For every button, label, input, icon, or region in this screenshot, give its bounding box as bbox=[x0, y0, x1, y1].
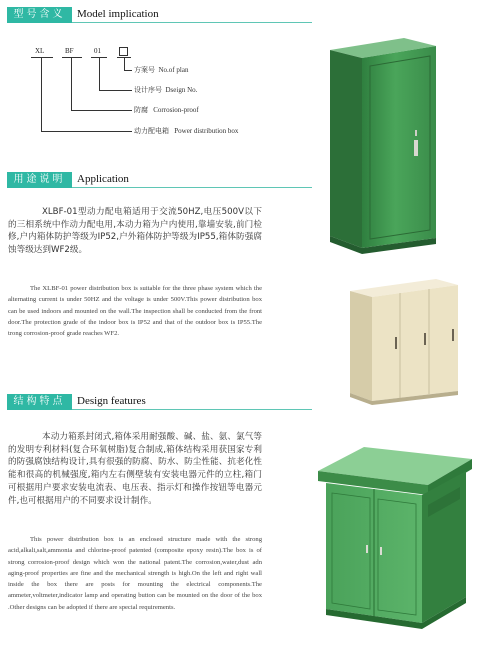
design-heading-cn: 结构特点 bbox=[7, 394, 72, 410]
wire bbox=[41, 57, 42, 131]
single-door-green-cabinet-photo bbox=[318, 32, 448, 257]
model-heading-en: Model implication bbox=[77, 8, 159, 20]
application-text-cn: XLBF-01型动力配电箱适用于交流50HZ,电压500V以下的三相系统中作动力配电用,本动力箱为户内使用,靠墙安装,前门检修,户内箱体防护等级为IP52,户外箱体防护等级为IP55,箱体防强腐蚀等级达到WF2级。 bbox=[8, 207, 262, 256]
triple-door-beige-cabinet-photo bbox=[340, 273, 465, 408]
heading-underline bbox=[72, 22, 312, 23]
wire bbox=[99, 57, 100, 90]
model-part-xl: XL bbox=[35, 47, 45, 55]
wire bbox=[71, 57, 72, 110]
legend-design: 设计序号 Dseign No. bbox=[134, 86, 198, 94]
legend-corrosion: 防腐 Corrosion-proof bbox=[134, 106, 199, 114]
wire bbox=[71, 110, 132, 111]
legend-plan: 方案号 No.of plan bbox=[134, 66, 189, 74]
wire bbox=[99, 90, 132, 91]
kiosk-green-cabinet-photo bbox=[312, 433, 477, 638]
wire bbox=[124, 57, 125, 70]
design-text-cn: 本动力箱系封闭式,箱体采用耐强酸、碱、盐、氨、氯气等的发明专利材料(复合环氧树脂)复合制成,箱体结构采用获国家专利的防强腐蚀结构设计,具有很强的防腐、防水、防尘性能、抗老化性能和很高的机械强度,箱内左右侧壁装有安装电器元件的立柱,箱门可根据用户要求安装电流表、电压表、指示灯和操作按钮等电器元件,也可根据用户的不同要求设计制作。 bbox=[8, 432, 262, 506]
wire bbox=[31, 57, 53, 58]
heading-underline bbox=[72, 409, 312, 410]
application-text-en: The XLBF-01 power distribution box is suitable for the three phase system which the alternating current is under 50HZ and the voltage is under 500V.This power distribution box can be used indoors and mounted on the wall.The inspection shall be conducted from the front door.The protection grade of the indoor box is IP52 and that of the outdoor box is IP55.The trong corrosion-proof grade reaches WF2. bbox=[8, 285, 262, 338]
design-heading-en: Design features bbox=[77, 395, 146, 407]
model-part-plan-box bbox=[119, 47, 128, 56]
wire bbox=[124, 70, 132, 71]
wire bbox=[62, 57, 82, 58]
legend-box: 动力配电箱 Power distribution box bbox=[134, 127, 239, 135]
design-text-en: This power distribution box is an enclosed structure made with the strong acid,alkali,salt,ammonia and chlorine-proof patented (composite epoxy resin).The box is of strong corrosion-proof design which won the national patent.The corrosion,water,dust adn aging-proof properties are fine and the mechanical strength is high.On the left and right wall inside the box there are posts for mounting the electrical components.The ammeter,voltmeter,indicator lamp and operating button can be mounted on the door of the box .Other designs can be adopted if there are special requirements. bbox=[8, 536, 262, 611]
model-part-bf: BF bbox=[65, 47, 74, 55]
model-part-01: 01 bbox=[94, 47, 101, 55]
wire bbox=[41, 131, 132, 132]
heading-underline bbox=[72, 187, 312, 188]
model-heading-cn: 型号含义 bbox=[7, 7, 72, 23]
application-heading-en: Application bbox=[77, 173, 129, 185]
application-heading-cn: 用途说明 bbox=[7, 172, 72, 188]
